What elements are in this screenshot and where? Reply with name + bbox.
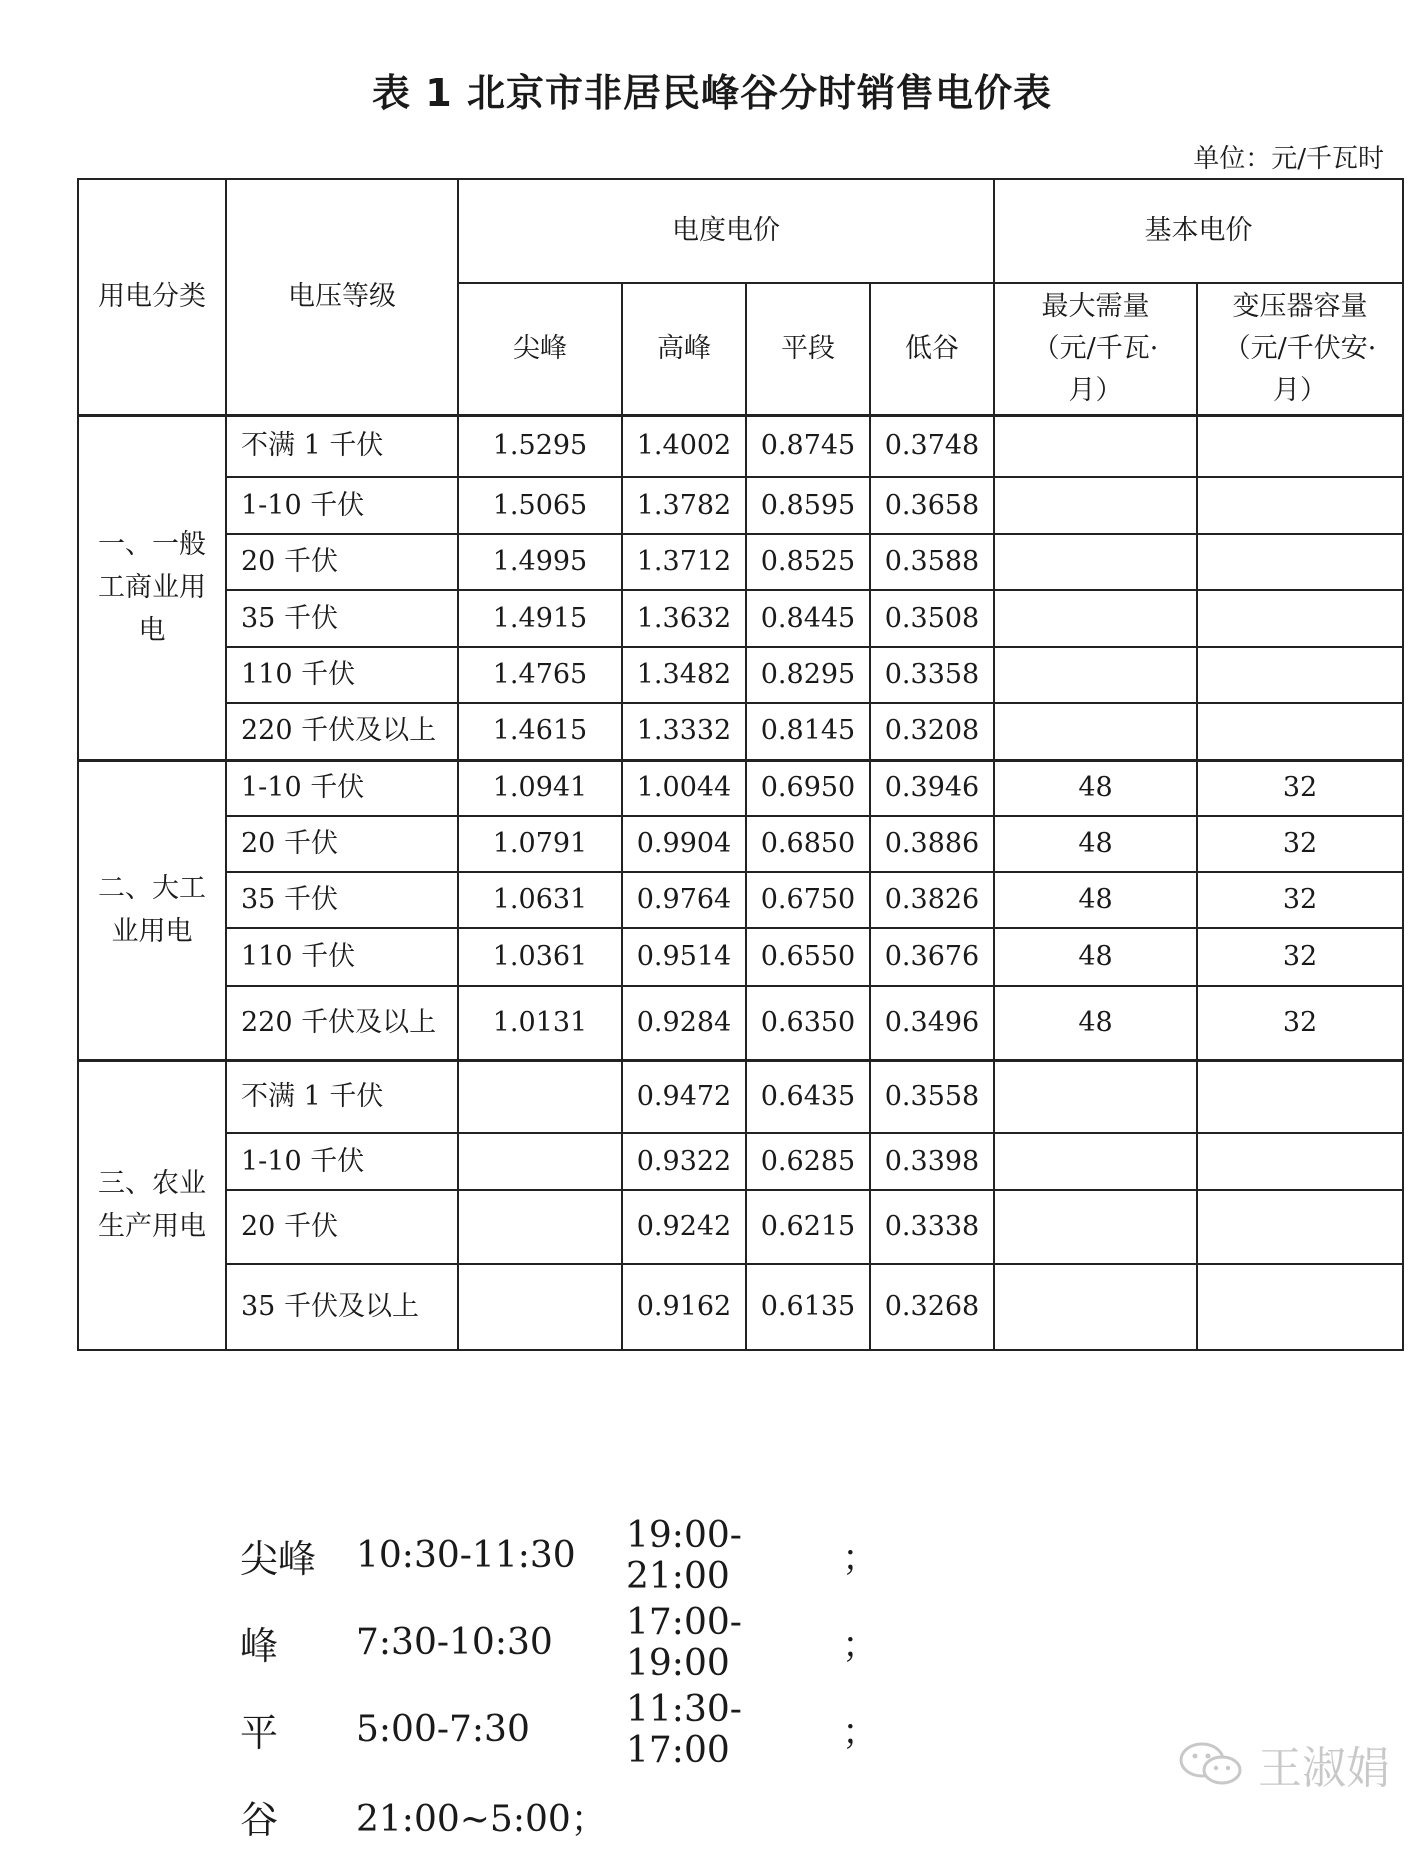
period-time-1: 10:30-11:30	[356, 1535, 576, 1576]
table-row	[78, 590, 1403, 647]
peak-top-cell	[458, 1133, 622, 1190]
header-peak: 高峰	[622, 283, 746, 415]
valley-cell: 0.3886	[870, 816, 994, 872]
max-demand-cell	[994, 1190, 1197, 1264]
header-peak-top: 尖峰	[458, 283, 622, 415]
max-demand-cell	[994, 477, 1197, 534]
table-row	[78, 928, 1403, 986]
peak-cell: 0.9764	[622, 872, 746, 928]
transformer-cell	[1197, 1133, 1403, 1190]
flat-cell: 0.6850	[746, 816, 870, 872]
max-demand-cell	[994, 647, 1197, 703]
table-row	[78, 1060, 1403, 1133]
transformer-cell	[1197, 534, 1403, 590]
peak-cell: 1.3632	[622, 590, 746, 647]
flat-cell: 0.8295	[746, 647, 870, 703]
max-demand-cell	[994, 590, 1197, 647]
period-time-2: 19:00-21:00	[626, 1514, 742, 1597]
peak-top-cell	[458, 1264, 622, 1350]
flat-cell: 0.8145	[746, 703, 870, 760]
peak-top-cell: 1.0361	[458, 928, 622, 986]
flat-cell: 0.6750	[746, 872, 870, 928]
valley-cell: 0.3358	[870, 647, 994, 703]
period-label: 峰	[240, 1624, 279, 1668]
header-voltage: 电压等级	[226, 179, 458, 415]
peak-top-cell: 1.4765	[458, 647, 622, 703]
transformer-cell: 32	[1197, 760, 1403, 816]
voltage-cell: 20 千伏	[226, 1190, 458, 1264]
valley-cell: 0.3398	[870, 1133, 994, 1190]
table-row	[78, 703, 1403, 760]
voltage-cell: 110 千伏	[226, 928, 458, 986]
max-demand-cell	[994, 1060, 1197, 1133]
peak-cell: 0.9162	[622, 1264, 746, 1350]
transformer-cell	[1197, 1264, 1403, 1350]
peak-top-cell	[458, 1060, 622, 1133]
max-demand-cell: 48	[994, 816, 1197, 872]
table-row	[78, 477, 1403, 534]
period-row	[240, 1599, 879, 1686]
peak-top-cell: 1.0791	[458, 816, 622, 872]
voltage-cell: 20 千伏	[226, 816, 458, 872]
max-demand-cell	[994, 415, 1197, 477]
peak-cell: 1.0044	[622, 760, 746, 816]
peak-top-cell	[458, 1190, 622, 1264]
transformer-cell: 32	[1197, 872, 1403, 928]
peak-top-cell: 1.4615	[458, 703, 622, 760]
flat-cell: 0.8595	[746, 477, 870, 534]
peak-cell: 0.9284	[622, 986, 746, 1060]
header-flat: 平段	[746, 283, 870, 415]
peak-cell: 0.9242	[622, 1190, 746, 1264]
transformer-cell	[1197, 1190, 1403, 1264]
valley-cell: 0.3508	[870, 590, 994, 647]
max-demand-cell	[994, 1264, 1197, 1350]
voltage-cell: 不满 1 千伏	[226, 415, 458, 477]
table-row	[78, 1190, 1403, 1264]
transformer-cell	[1197, 590, 1403, 647]
max-demand-cell: 48	[994, 872, 1197, 928]
flat-cell: 0.8525	[746, 534, 870, 590]
table-row	[78, 647, 1403, 703]
header-valley: 低谷	[870, 283, 994, 415]
watermark	[1178, 1732, 1390, 1796]
table-row	[78, 1133, 1403, 1190]
max-demand-cell: 48	[994, 760, 1197, 816]
period-row	[240, 1686, 879, 1773]
voltage-cell: 1-10 千伏	[226, 1133, 458, 1190]
peak-cell: 1.3782	[622, 477, 746, 534]
valley-cell: 0.3748	[870, 415, 994, 477]
flat-cell: 0.6435	[746, 1060, 870, 1133]
peak-cell: 1.3482	[622, 647, 746, 703]
flat-cell: 0.6285	[746, 1133, 870, 1190]
table-row	[78, 760, 1403, 816]
voltage-cell: 1-10 千伏	[226, 760, 458, 816]
transformer-cell: 32	[1197, 816, 1403, 872]
peak-cell: 1.4002	[622, 415, 746, 477]
period-time-2: 17:00-19:00	[626, 1601, 742, 1684]
peak-top-cell: 1.0631	[458, 872, 622, 928]
period-end: ；	[842, 1712, 879, 1753]
valley-cell: 0.3676	[870, 928, 994, 986]
period-row	[240, 1773, 872, 1860]
valley-cell: 0.3208	[870, 703, 994, 760]
flat-cell: 0.8745	[746, 415, 870, 477]
voltage-cell: 不满 1 千伏	[226, 1060, 458, 1133]
watermark-text: 王淑娟	[1258, 1743, 1390, 1794]
flat-cell: 0.6950	[746, 760, 870, 816]
max-demand-cell: 48	[994, 928, 1197, 986]
valley-cell: 0.3338	[870, 1190, 994, 1264]
voltage-cell: 110 千伏	[226, 647, 458, 703]
period-time-1: 5:00-7:30	[356, 1709, 530, 1750]
voltage-cell: 20 千伏	[226, 534, 458, 590]
period-row	[240, 1512, 879, 1599]
peak-cell: 0.9904	[622, 816, 746, 872]
period-end: ；	[842, 1538, 879, 1579]
valley-cell: 0.3558	[870, 1060, 994, 1133]
peak-cell: 0.9472	[622, 1060, 746, 1133]
voltage-cell: 220 千伏及以上	[226, 703, 458, 760]
table-row	[78, 415, 1403, 477]
max-demand-cell: 48	[994, 986, 1197, 1060]
voltage-cell: 220 千伏及以上	[226, 986, 458, 1060]
table-row	[78, 986, 1403, 1060]
transformer-cell	[1197, 477, 1403, 534]
peak-cell: 0.9514	[622, 928, 746, 986]
transformer-cell: 32	[1197, 986, 1403, 1060]
peak-top-cell: 1.0131	[458, 986, 622, 1060]
transformer-cell: 32	[1197, 928, 1403, 986]
page-title: 表 1 北京市非居民峰谷分时销售电价表	[372, 71, 1052, 115]
peak-cell: 1.3712	[622, 534, 746, 590]
peak-cell: 1.3332	[622, 703, 746, 760]
max-demand-cell	[994, 1133, 1197, 1190]
header-transformer: 变压器容量（元/千伏安·月）	[1197, 283, 1403, 415]
peak-cell: 0.9322	[622, 1133, 746, 1190]
voltage-cell: 35 千伏及以上	[226, 1264, 458, 1350]
flat-cell: 0.6550	[746, 928, 870, 986]
valley-cell: 0.3658	[870, 477, 994, 534]
period-time-1: 7:30-10:30	[356, 1622, 553, 1663]
valley-cell: 0.3826	[870, 872, 994, 928]
flat-cell: 0.6350	[746, 986, 870, 1060]
table-row	[78, 872, 1403, 928]
flat-cell: 0.6135	[746, 1264, 870, 1350]
header-max-demand: 最大需量（元/千瓦·月）	[994, 283, 1197, 415]
table-row	[78, 534, 1403, 590]
period-end: ；	[842, 1625, 879, 1666]
category-cell: 二、大工业用电	[78, 760, 226, 1060]
valley-cell: 0.3588	[870, 534, 994, 590]
peak-top-cell: 1.5295	[458, 415, 622, 477]
period-label: 谷	[240, 1798, 279, 1842]
transformer-cell	[1197, 415, 1403, 477]
period-time-1: 21:00~5:00；	[356, 1799, 607, 1840]
table-row	[78, 1264, 1403, 1350]
transformer-cell	[1197, 703, 1403, 760]
valley-cell: 0.3946	[870, 760, 994, 816]
valley-cell: 0.3268	[870, 1264, 994, 1350]
peak-top-cell: 1.5065	[458, 477, 622, 534]
table-row	[78, 816, 1403, 872]
wechat-icon	[1178, 1740, 1244, 1788]
voltage-cell: 35 千伏	[226, 590, 458, 647]
max-demand-cell	[994, 703, 1197, 760]
header-energy-price: 电度电价	[458, 179, 994, 283]
price-table	[77, 178, 1404, 1351]
time-periods	[240, 1512, 879, 1860]
voltage-cell: 1-10 千伏	[226, 477, 458, 534]
period-time-2: 11:30-17:00	[626, 1688, 742, 1771]
category-cell: 三、农业生产用电	[78, 1060, 226, 1350]
period-label: 平	[240, 1711, 279, 1755]
category-cell: 一、一般工商业用电	[78, 415, 226, 760]
max-demand-cell	[994, 534, 1197, 590]
flat-cell: 0.8445	[746, 590, 870, 647]
flat-cell: 0.6215	[746, 1190, 870, 1264]
voltage-cell: 35 千伏	[226, 872, 458, 928]
unit-note: 单位：元/千瓦时	[1193, 144, 1384, 174]
peak-top-cell: 1.4995	[458, 534, 622, 590]
transformer-cell	[1197, 1060, 1403, 1133]
peak-top-cell: 1.0941	[458, 760, 622, 816]
valley-cell: 0.3496	[870, 986, 994, 1060]
header-basic-price: 基本电价	[994, 179, 1403, 283]
peak-top-cell: 1.4915	[458, 590, 622, 647]
transformer-cell	[1197, 647, 1403, 703]
period-label: 尖峰	[240, 1537, 317, 1581]
header-category: 用电分类	[78, 179, 226, 415]
